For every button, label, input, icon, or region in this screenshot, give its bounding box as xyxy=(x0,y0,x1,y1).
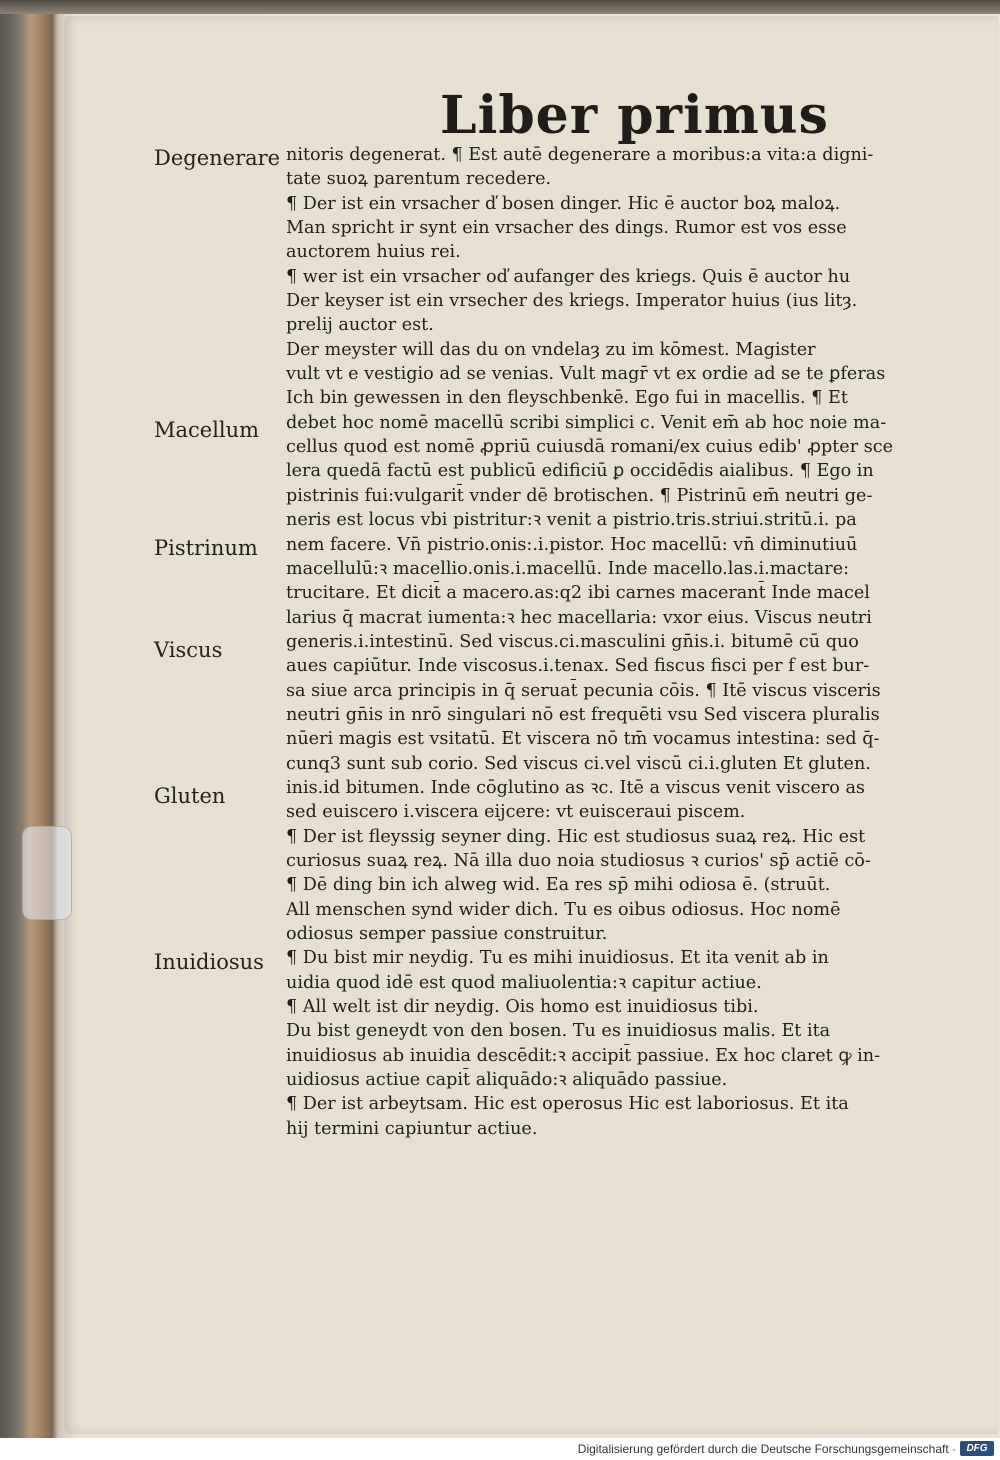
text-line: Der keyser ist ein vrsecher des kriegs. Imperator huius (ius litȝ. xyxy=(286,291,858,312)
margin-note-viscus: Viscus xyxy=(154,638,223,662)
text-line: nitoris degenerat. ¶ Est autē degenerare a moribus:a vita:a digni- xyxy=(286,145,874,165)
footer-credit: Digitalisierung gefördert durch die Deutsche Forschungsgemeinschaft · xyxy=(577,1442,956,1456)
dfg-logo: DFG xyxy=(960,1441,994,1456)
margin-note-pistrinum: Pistrinum xyxy=(154,536,258,560)
margin-note-degenerare: Degenerare xyxy=(154,146,281,170)
text-line: nūeri magis est vsitatū. Et viscera nō tm̄ vocamus intestina: sed q̄- xyxy=(286,729,880,750)
text-line: inis.id bitumen. Inde cōglutino as ꝛc. Itē a viscus venit viscero as xyxy=(286,777,865,798)
book-edge-shadow xyxy=(0,0,1000,14)
text-line: lera quedā factū est publicū edificiū ꝑ occidēdis aialibus. ¶ Ego in xyxy=(286,461,874,482)
text-line: neutri gn̄is in nrō singulari nō est frequēti vsu Sed viscera pluralis xyxy=(286,704,880,725)
text-line: cunq3 sunt sub corio. Sed viscus ci.vel viscū ci.i.gluten Et gluten. xyxy=(286,753,871,774)
text-line: trucitare. Et dicit̄ a macero.as:q2 ibi carnes macerant̄ Inde macel xyxy=(286,583,870,604)
text-line: uidia quod idē est quod maliuolentia:ꝛ capitur actiue. xyxy=(286,972,762,993)
text-line: Man spricht ir synt ein vrsacher des dings. Rumor est vos esse xyxy=(286,218,847,239)
text-line: prelij auctor est. xyxy=(286,315,434,336)
margin-note-macellum: Macellum xyxy=(154,418,260,442)
text-line: Du bist geneydt von den bosen. Tu es inuidiosus malis. Et ita xyxy=(286,1021,831,1042)
text-line: ¶ Du bist mir neydig. Tu es mihi inuidiosus. Et ita venit ab in xyxy=(286,948,829,969)
text-line: sed euiscero i.viscera eijcere: vt euisceraui piscem. xyxy=(286,802,746,823)
text-line: nem facere. Vn̄ pistrio.onis:.i.pistor. Hoc macellū: vn̄ diminutiuū xyxy=(286,534,858,555)
text-line: larius q̄ macrat iumenta:ꝛ hec macellaria: vxor eius. Viscus neutri xyxy=(286,607,872,628)
page-clip xyxy=(22,826,72,920)
footer-bar xyxy=(0,1438,1000,1460)
text-line: curiosus suaꝝ reꝝ. Nā illa duo noia studiosus ꝛ curios' sp̄ actiē cō- xyxy=(286,850,871,871)
text-line: tate suoꝝ parentum recedere. xyxy=(286,169,552,190)
text-line: neris est locus vbi pistritur:ꝛ venit a pistrio.tris.striui.stritū.i. pa xyxy=(286,510,857,531)
text-line: ¶ All welt ist dir neydig. Ois homo est inuidiosus tibi. xyxy=(286,997,759,1018)
text-line: debet hoc nomē macellū scribi simplici c. Venit em̄ ab hoc noie ma- xyxy=(286,412,887,433)
text-line: inuidiosus ab inuidia descēdit:ꝛ accipit̄ passiue. Ex hoc claret ꝙ in- xyxy=(286,1045,881,1066)
text-line: uidiosus actiue capit̄ aliquādo:ꝛ aliquādo passiue. xyxy=(286,1070,728,1091)
text-line: ¶ Dē ding bin ich alweg wid. Ea res sp̄ mihi odiosa ē. (struūt. xyxy=(286,875,831,896)
text-line: hij termini capiuntur actiue. xyxy=(286,1118,538,1139)
text-line: Ich bin gewessen in den fleyschbenkē. Ego fui in macellis. ¶ Et xyxy=(286,388,848,409)
margin-note-gluten: Gluten xyxy=(154,784,226,808)
margin-note-inuidiosus: Inuidiosus xyxy=(154,950,264,974)
text-line: cellus quod est nomē ꝓpriū cuiusdā romani/ex cuius edib' ꝓpter sce xyxy=(286,437,894,458)
text-line: auctorem huius rei. xyxy=(286,242,461,263)
text-line: ¶ Der ist arbeytsam. Hic est operosus Hic est laboriosus. Et ita xyxy=(286,1094,849,1115)
text-line: odiosus semper passiue construitur. xyxy=(286,924,608,944)
text-line: pistrinis fui:vulgarit̄ vnder dē brotischen. ¶ Pistrinū em̄ neutri ge- xyxy=(286,485,873,506)
text-line: All menschen synd wider dich. Tu es oibus odiosus. Hoc nomē xyxy=(286,899,841,920)
text-line: ¶ Der ist fleyssig seyner ding. Hic est studiosus suaꝝ reꝝ. Hic est xyxy=(286,826,866,847)
page-title: Liber primus xyxy=(440,85,829,146)
text-line: macellulū:ꝛ macellio.onis.i.macellū. Inde macello.las.i.mactare: xyxy=(286,558,850,579)
text-line: Der meyster will das du on vndelaȝ zu im kōmest. Magister xyxy=(286,339,816,360)
text-line: sa siue arca principis in q̄ seruat̄ pecunia cōis. ¶ Itē viscus visceris xyxy=(286,680,881,701)
text-line: vult vt e vestigio ad se venias. Vult magr̄ vt ex ordie ad se te ꝑferas xyxy=(286,364,886,385)
main-text-block xyxy=(286,143,946,1141)
text-line: aues capiūtur. Inde viscosus.i.tenax. Sed fiscus fisci per f est bur- xyxy=(286,656,870,677)
text-line: ¶ wer ist ein vrsacher oď aufanger des kriegs. Quis ē auctor hu xyxy=(286,266,851,287)
text-line: ¶ Der ist ein vrsacher ď bosen dinger. Hic ē auctor boꝝ maloꝝ. xyxy=(286,193,841,214)
text-line: generis.i.intestinū. Sed viscus.ci.masculini gn̄is.i. bitumē cū quo xyxy=(286,631,859,652)
